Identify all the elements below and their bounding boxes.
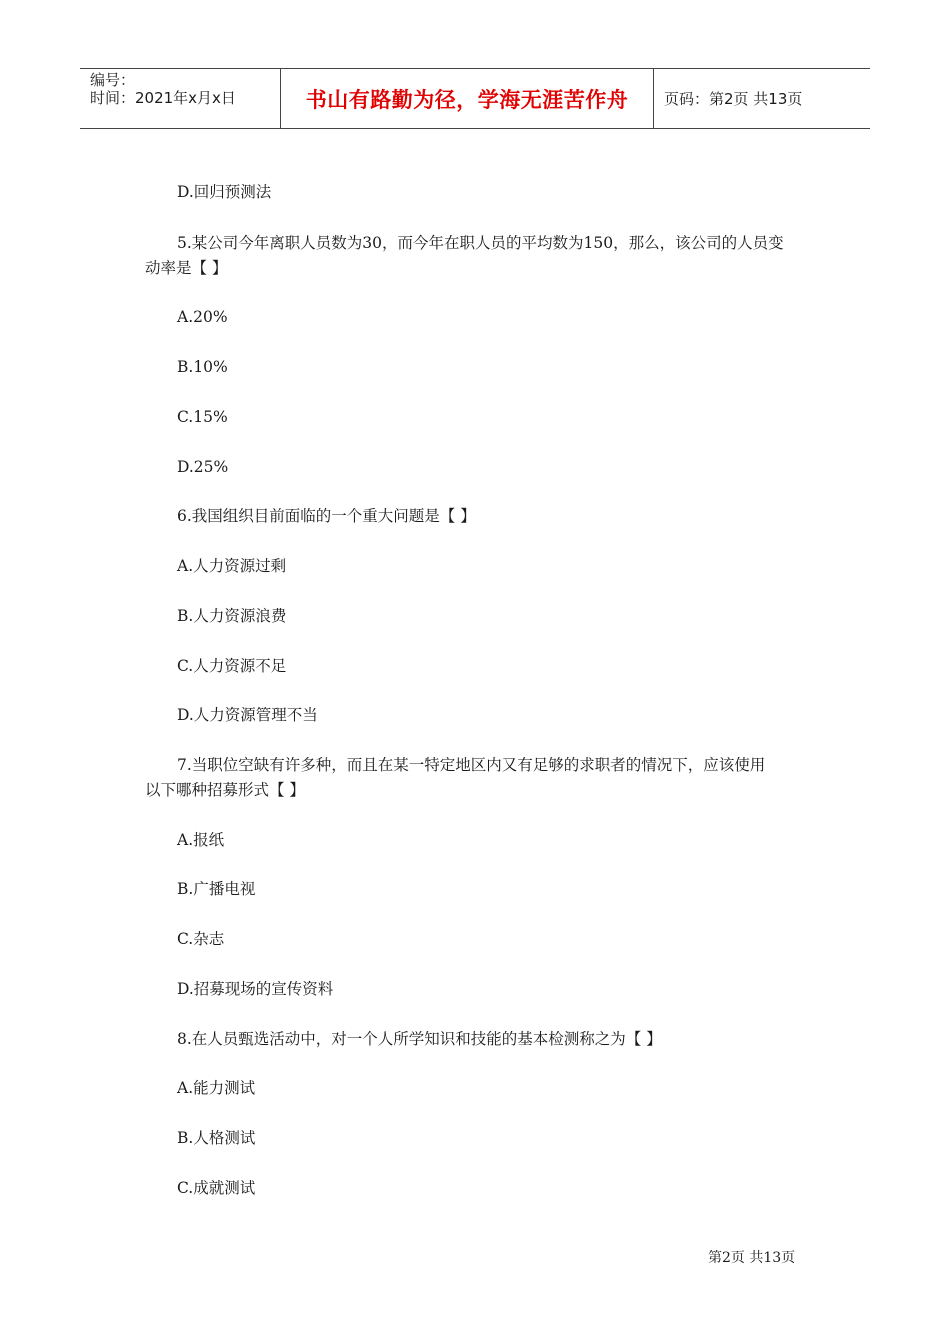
option-line: D.回归预测法 xyxy=(177,183,272,201)
option-line: A.能力测试 xyxy=(177,1079,256,1097)
question-line: 5.某公司今年离职人员数为30，而今年在职人员的平均数为150，那么，该公司的人员变 xyxy=(177,234,784,252)
question-line: 6.我国组织目前面临的一个重大问题是【 】 xyxy=(177,507,476,525)
option-line: B.人力资源浪费 xyxy=(177,607,287,625)
option-line: D.25% xyxy=(177,458,229,476)
option-line: A.20% xyxy=(177,308,228,326)
question-continuation: 以下哪种招募形式【 】 xyxy=(145,781,305,799)
option-line: B.人格测试 xyxy=(177,1129,256,1147)
option-line: D.人力资源管理不当 xyxy=(177,706,318,724)
option-line: C.人力资源不足 xyxy=(177,657,287,675)
option-line: B.广播电视 xyxy=(177,880,256,898)
question-line: 8.在人员甄选活动中，对一个人所学知识和技能的基本检测称之为【 】 xyxy=(177,1030,662,1048)
document-number-label: 编号： xyxy=(90,71,136,89)
option-line: D.招募现场的宣传资料 xyxy=(177,980,334,998)
question-line: 7.当职位空缺有许多种，而且在某一特定地区内又有足够的求职者的情况下，应该使用 xyxy=(177,756,766,774)
option-line: A.报纸 xyxy=(177,831,225,849)
document-time-label: 时间：2021年x月x日 xyxy=(90,89,236,107)
header-motto: 书山有路勤为径，学海无涯苦作舟 xyxy=(281,69,654,128)
option-line: C.15% xyxy=(177,408,228,426)
option-line: A.人力资源过剩 xyxy=(177,557,287,575)
option-line: B.10% xyxy=(177,358,228,376)
page-header xyxy=(80,68,870,129)
option-line: C.成就测试 xyxy=(177,1179,256,1197)
option-line: C.杂志 xyxy=(177,930,225,948)
question-continuation: 动率是【 】 xyxy=(145,259,228,277)
header-meta xyxy=(80,69,281,128)
page-footer: 第2页 共13页 xyxy=(708,1250,796,1266)
header-page-label: 页码：第2页 共13页 xyxy=(664,90,803,108)
